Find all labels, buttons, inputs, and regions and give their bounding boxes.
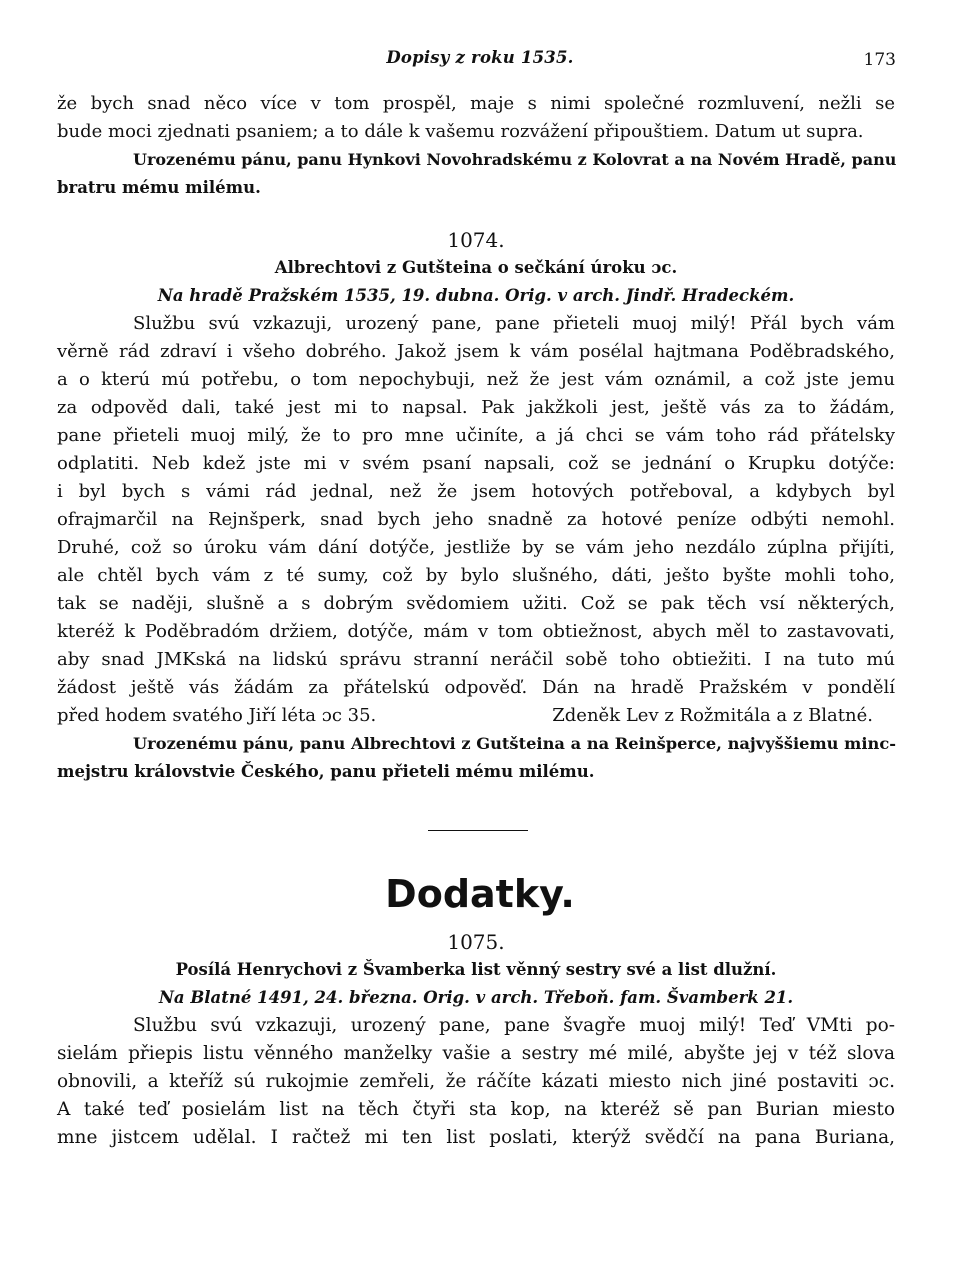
text-line: Službu svú vzkazuji, urozený pane, pane švagře muoj milý! Teď VMti po- bbox=[133, 1015, 895, 1036]
letter-source: Na Blatné 1491, 24. března. Orig. v arch. Třeboň. fam. Švamberk 21. bbox=[158, 988, 794, 1007]
letter-summary: Posílá Henrychovi z Švamberka list věnný sestry své a list dlužní. bbox=[175, 960, 777, 979]
text-line: ale chtěl bych vám z té sumy, což by bylo slušného, dáti, ješto byšte mohli toho, bbox=[57, 565, 895, 586]
section-title: Dodatky. bbox=[385, 872, 575, 916]
text-line: pane přieteli muoj milý, že to pro mne učiníte, a já chci se vám toho rád přátelsky bbox=[57, 425, 895, 446]
text-line: mne jistcem udělal. I račtež mi ten list poslati, kterýž svědčí na pana Buriana, bbox=[57, 1127, 895, 1148]
text-line: A také teď posielám list na těch čtyři sta kop, na kteréž sě pan Burian miesto bbox=[57, 1099, 895, 1120]
text-line: obnovili, a kteříž sú rukojmie zemřeli, že ráčíte kázati miesto nich jiné postaviti ɔc. bbox=[57, 1071, 895, 1092]
address-line: mejstru královstvie Českého, panu přieteli mému milému. bbox=[57, 762, 595, 781]
letter-summary: Albrechtovi z Gutšteina o sečkání úroku ɔc. bbox=[274, 258, 678, 277]
page-number: 173 bbox=[863, 50, 896, 70]
letter-number: 1075. bbox=[447, 930, 505, 954]
text-line: tak se naději, slušně a s dobrým svědomiem užiti. Což se pak těch vsí některých, bbox=[57, 593, 895, 614]
text-line: a o kterú mú potřebu, o tom nepochybuji, než že jest vám oznámil, a což jste jemu bbox=[57, 369, 895, 390]
text-line: žádost ještě vás žádám za přátelskú odpověď. Dán na hradě Pražském v pondělí bbox=[57, 677, 895, 698]
closing-line bbox=[57, 702, 895, 730]
section-divider bbox=[428, 830, 528, 831]
text-line: kteréž k Poděbradóm držiem, dotýče, mám v tom obtiežnost, abych měl to zastavovati, bbox=[57, 621, 895, 642]
previous-letter-ending bbox=[57, 90, 895, 202]
text-line: odplatiti. Neb kdež jste mi v svém psaní napsali, což se jednání o Krupku dotýče: bbox=[57, 453, 895, 474]
text-line: Službu svú vzkazuji, urozený pane, pane přieteli muoj milý! Přál bych vám bbox=[133, 313, 895, 334]
running-title: Dopisy z roku 1535. bbox=[386, 48, 574, 67]
address-line: Urozenému pánu, panu Albrechtovi z Gutšteina a na Reinšperce, najvyššiemu minc- bbox=[133, 734, 896, 753]
text-line: ofrajmarčil na Rejnšperk, snad bych jeho snadně za hotové peníze odbýti nemohl. bbox=[57, 509, 895, 530]
date-line: před hodem svatého Jiří léta ɔc 35. bbox=[57, 705, 377, 726]
letter-source: Na hradě Pražském 1535, 19. dubna. Orig. v arch. Jindř. Hradeckém. bbox=[157, 286, 795, 305]
text-line: že bych snad něco více v tom prospěl, maje s nimi společné rozmluvení, nežli se bbox=[57, 93, 895, 114]
letter-1075 bbox=[57, 928, 895, 1152]
address-line: bratru mému milému. bbox=[57, 178, 261, 197]
text-line: Druhé, což so úroku vám dání dotýče, jestliže by se vám jeho nezdálo zúplna přijíti, bbox=[57, 537, 895, 558]
text-line: aby snad JMKská na lidskú správu stranní neráčil sobě toho obtiežiti. I na tuto mú bbox=[57, 649, 895, 670]
address-line: Urozenému pánu, panu Hynkovi Novohradskému z Kolovrat a na Novém Hradě, panu bbox=[133, 150, 897, 169]
signature: Zdeněk Lev z Rožmitála a z Blatné. bbox=[552, 705, 873, 726]
text-line: sielám přiepis listu věnného manželky vašie a sestry mé milé, abyšte jej v též slova bbox=[57, 1043, 895, 1064]
text-line: za odpověd dali, také jest mi to napsal. Pak jakžkoli jest, ještě vás za to žádám, bbox=[57, 397, 895, 418]
letter-number: 1074. bbox=[447, 228, 505, 252]
text-line: věrně rád zdraví i všeho dobrého. Jakož jsem k vám posélal hajtmana Poděbradského, bbox=[57, 341, 895, 362]
letter-1074 bbox=[57, 226, 895, 786]
text-line: bude moci zjednati psaniem; a to dále k vašemu rozvážení připouštiem. Datum ut supra. bbox=[57, 121, 864, 142]
text-line: i byl bych s vámi rád jednal, než že jsem hotových potřeboval, a kdybych byl bbox=[57, 481, 895, 502]
